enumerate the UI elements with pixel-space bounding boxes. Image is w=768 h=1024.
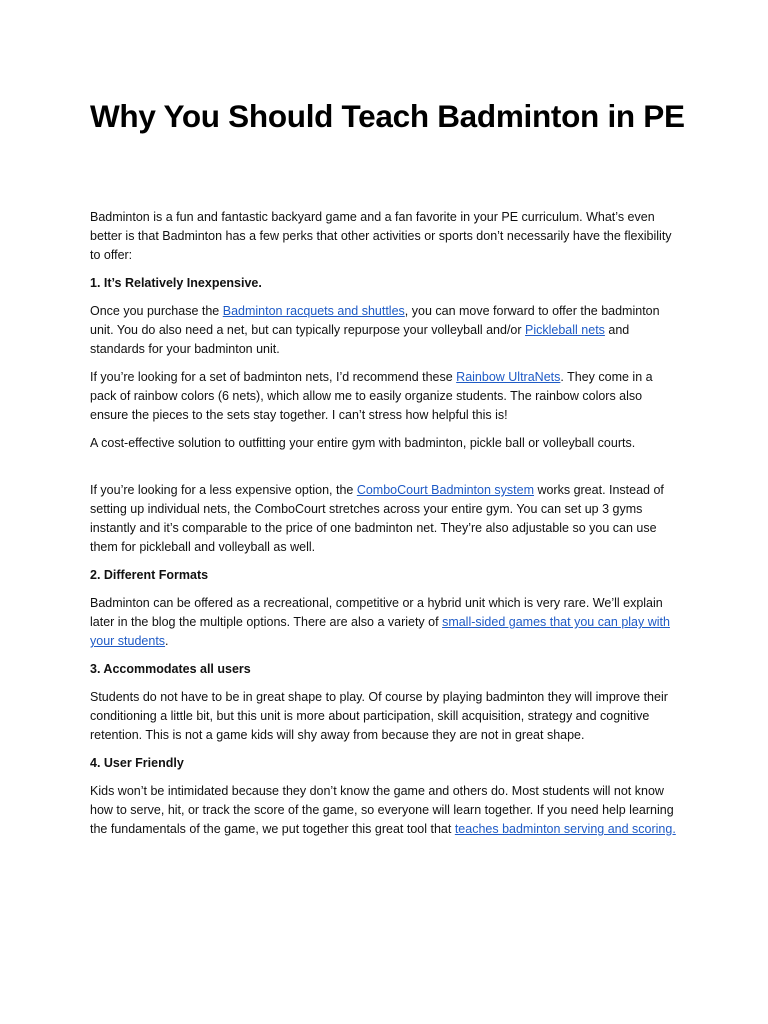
paragraph-cost-effective: A cost-effective solution to outfitting your entire gym with badminton, pickle ball or volleyball courts. xyxy=(90,436,636,450)
section-heading-all-users: 3. Accommodates all users xyxy=(90,662,251,676)
section-heading-inexpensive: 1. It’s Relatively Inexpensive. xyxy=(90,276,262,290)
text-segment: Badminton can be offered as a recreational, competitive or a hybrid unit which is very rare. We’ll explain later in the blog the multiple options. There are also a variety of xyxy=(90,596,663,629)
section-heading-formats: 2. Different Formats xyxy=(90,568,209,582)
section-heading-user-friendly: 4. User Friendly xyxy=(90,756,184,770)
paragraph-racquets xyxy=(90,302,678,359)
intro-paragraph: Badminton is a fun and fantastic backyard game and a fan favorite in your PE curriculum. What’s even better is that Badminton has a few perks that other activities or sports don’t necessarily have the flexibility to offer: xyxy=(90,210,672,262)
text-segment: and standards for your badminton unit. xyxy=(90,323,630,356)
link-pickleball-nets[interactable]: Pickleball nets xyxy=(525,323,605,337)
text-segment: If you’re looking for a set of badminton nets, I’d recommend these xyxy=(90,370,457,384)
link-badminton-racquets[interactable]: Badminton racquets and shuttles xyxy=(222,304,405,318)
paragraph-formats xyxy=(90,594,678,651)
paragraph-combocourt xyxy=(90,481,678,557)
text-segment: , you can move forward to offer the badminton unit. You do also need a net, but can typically repurpose your volleyball and/or xyxy=(90,304,660,337)
article-body xyxy=(90,208,678,848)
text-segment: works great. Instead of setting up individual nets, the ComboCourt stretches across your entire gym. You can set up 3 gyms instantly and it’s comparable to the price of one badminton net. They’re also adjustable so you can use them for pickleball and volleyball as well. xyxy=(90,483,664,554)
text-segment: Once you purchase the xyxy=(90,304,223,318)
text-segment: . xyxy=(165,634,169,648)
text-segment: Kids won’t be intimidated because they don’t know the game and others do. Most students will not know how to serve, hit, or track the score of the game, so everyone will learn together. If you need help learning the fundamentals of the game, we put together this great tool that xyxy=(90,784,674,836)
link-rainbow-ultranets[interactable]: Rainbow UltraNets xyxy=(456,370,561,384)
paragraph-all-users: Students do not have to be in great shape to play. Of course by playing badminton they will improve their conditioning a little bit, but this unit is more about participation, skill acquisition, strategy and cognitive retention. This is not a game kids will shy away from because they are not in great shape. xyxy=(90,690,668,742)
page-title: Why You Should Teach Badminton in PE xyxy=(90,98,685,134)
text-segment: . They come in a pack of rainbow colors (6 nets), which allow me to easily organize students. The rainbow colors also ensure the pieces to the sets stay together. I can’t stress how helpful this is! xyxy=(90,370,653,422)
link-combocourt-system[interactable]: ComboCourt Badminton system xyxy=(356,483,534,497)
link-teaches-serving-scoring[interactable]: teaches badminton serving and scoring. xyxy=(454,822,676,836)
paragraph-rainbow-nets xyxy=(90,368,678,425)
paragraph-user-friendly xyxy=(90,782,678,839)
spacer xyxy=(90,462,678,481)
text-segment: If you’re looking for a less expensive option, the xyxy=(90,483,357,497)
link-small-sided-games[interactable]: small-sided games that you can play with your students xyxy=(90,615,670,648)
